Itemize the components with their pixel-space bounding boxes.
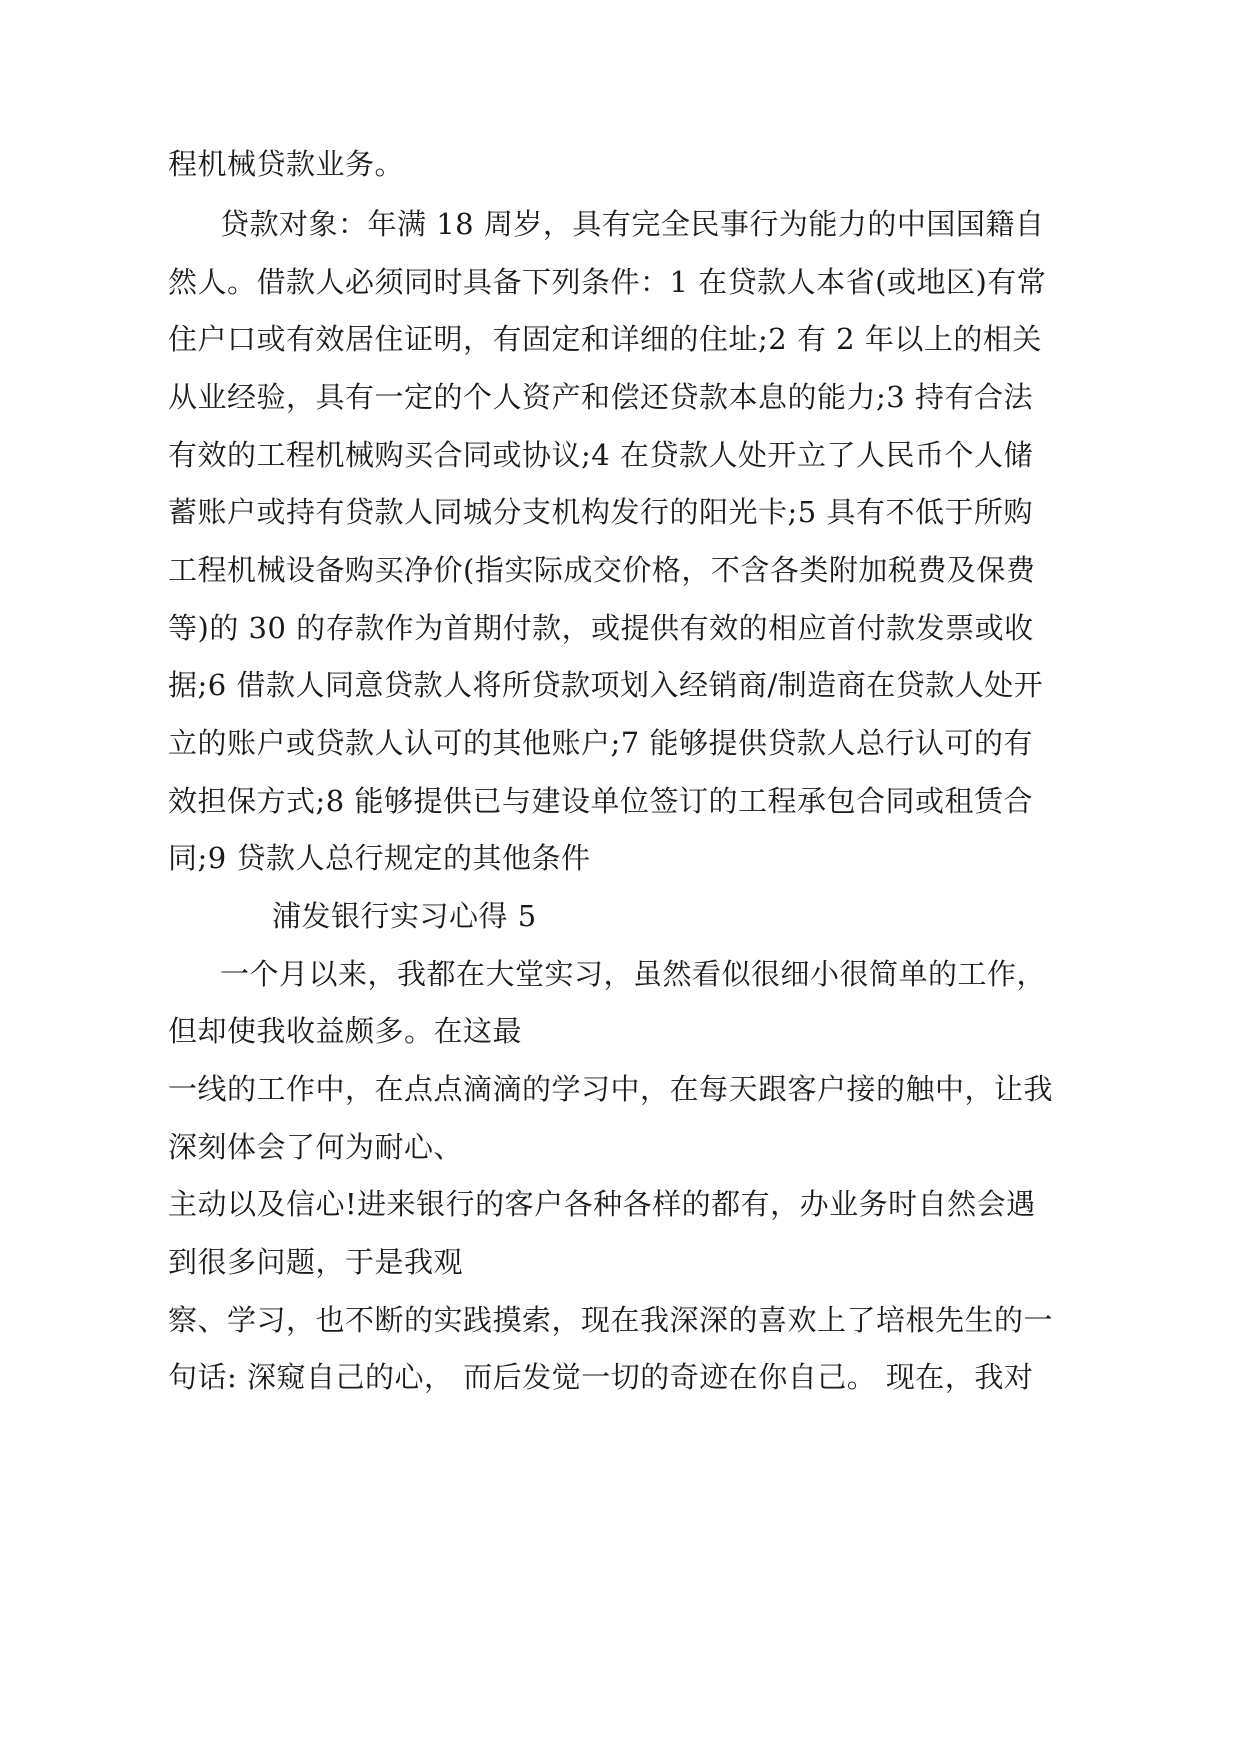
text-line: 有效的工程机械购买合同或协议;4 在贷款人处开立了人民币个人储 [168, 438, 1033, 472]
text-line: 察、学习，也不断的实践摸索，现在我深深的喜欢上了培根先生的一 [168, 1303, 1054, 1337]
text-line: 从业经验，具有一定的个人资产和偿还贷款本息的能力;3 持有合法 [168, 380, 1033, 414]
text-line: 一线的工作中，在点点滴滴的学习中，在每天跟客户接的触中，让我 [168, 1072, 1054, 1106]
text-line: 深刻体会了何为耐心、 [168, 1130, 464, 1164]
text-line: 句话: 深窥自己的心， 而后发觉一切的奇迹在你自己。 现在，我对 [168, 1360, 1034, 1394]
text-line: 但却使我收益颇多。在这最 [168, 1014, 523, 1048]
text-line: 立的账户或贷款人认可的其他账户;7 能够提供贷款人总行认可的有 [168, 726, 1033, 760]
text-line: 工程机械设备购买净价(指实际成交价格，不含各类附加税费及保费 [168, 553, 1036, 587]
text-line: 到很多问题，于是我观 [168, 1245, 464, 1279]
paragraph-line: 贷款对象：年满 18 周岁，具有完全民事行为能力的中国国籍自 [220, 207, 1045, 241]
text-line: 程机械贷款业务。 [168, 147, 405, 181]
text-line: 然人。借款人必须同时具备下列条件：1 在贷款人本省(或地区)有常 [168, 265, 1047, 299]
text-line: 同;9 贷款人总行规定的其他条件 [168, 841, 591, 875]
text-line: 蓄账户或持有贷款人同城分支机构发行的阳光卡;5 具有不低于所购 [168, 495, 1033, 529]
text-line: 主动以及信心!进来银行的客户各种各样的都有，办业务时自然会遇 [168, 1187, 1036, 1221]
text-line: 效担保方式;8 能够提供已与建设单位签订的工程承包合同或租赁合 [168, 784, 1033, 818]
section-heading: 浦发银行实习心得 5 [272, 899, 537, 933]
paragraph-line: 一个月以来，我都在大堂实习，虽然看似很细小很简单的工作， [220, 957, 1047, 991]
text-line: 据;6 借款人同意贷款人将所贷款项划入经销商/制造商在贷款人处开 [168, 668, 1044, 702]
text-line: 等)的 30 的存款作为首期付款，或提供有效的相应首付款发票或收 [168, 611, 1034, 645]
text-line: 住户口或有效居住证明，有固定和详细的住址;2 有 2 年以上的相关 [168, 322, 1042, 356]
